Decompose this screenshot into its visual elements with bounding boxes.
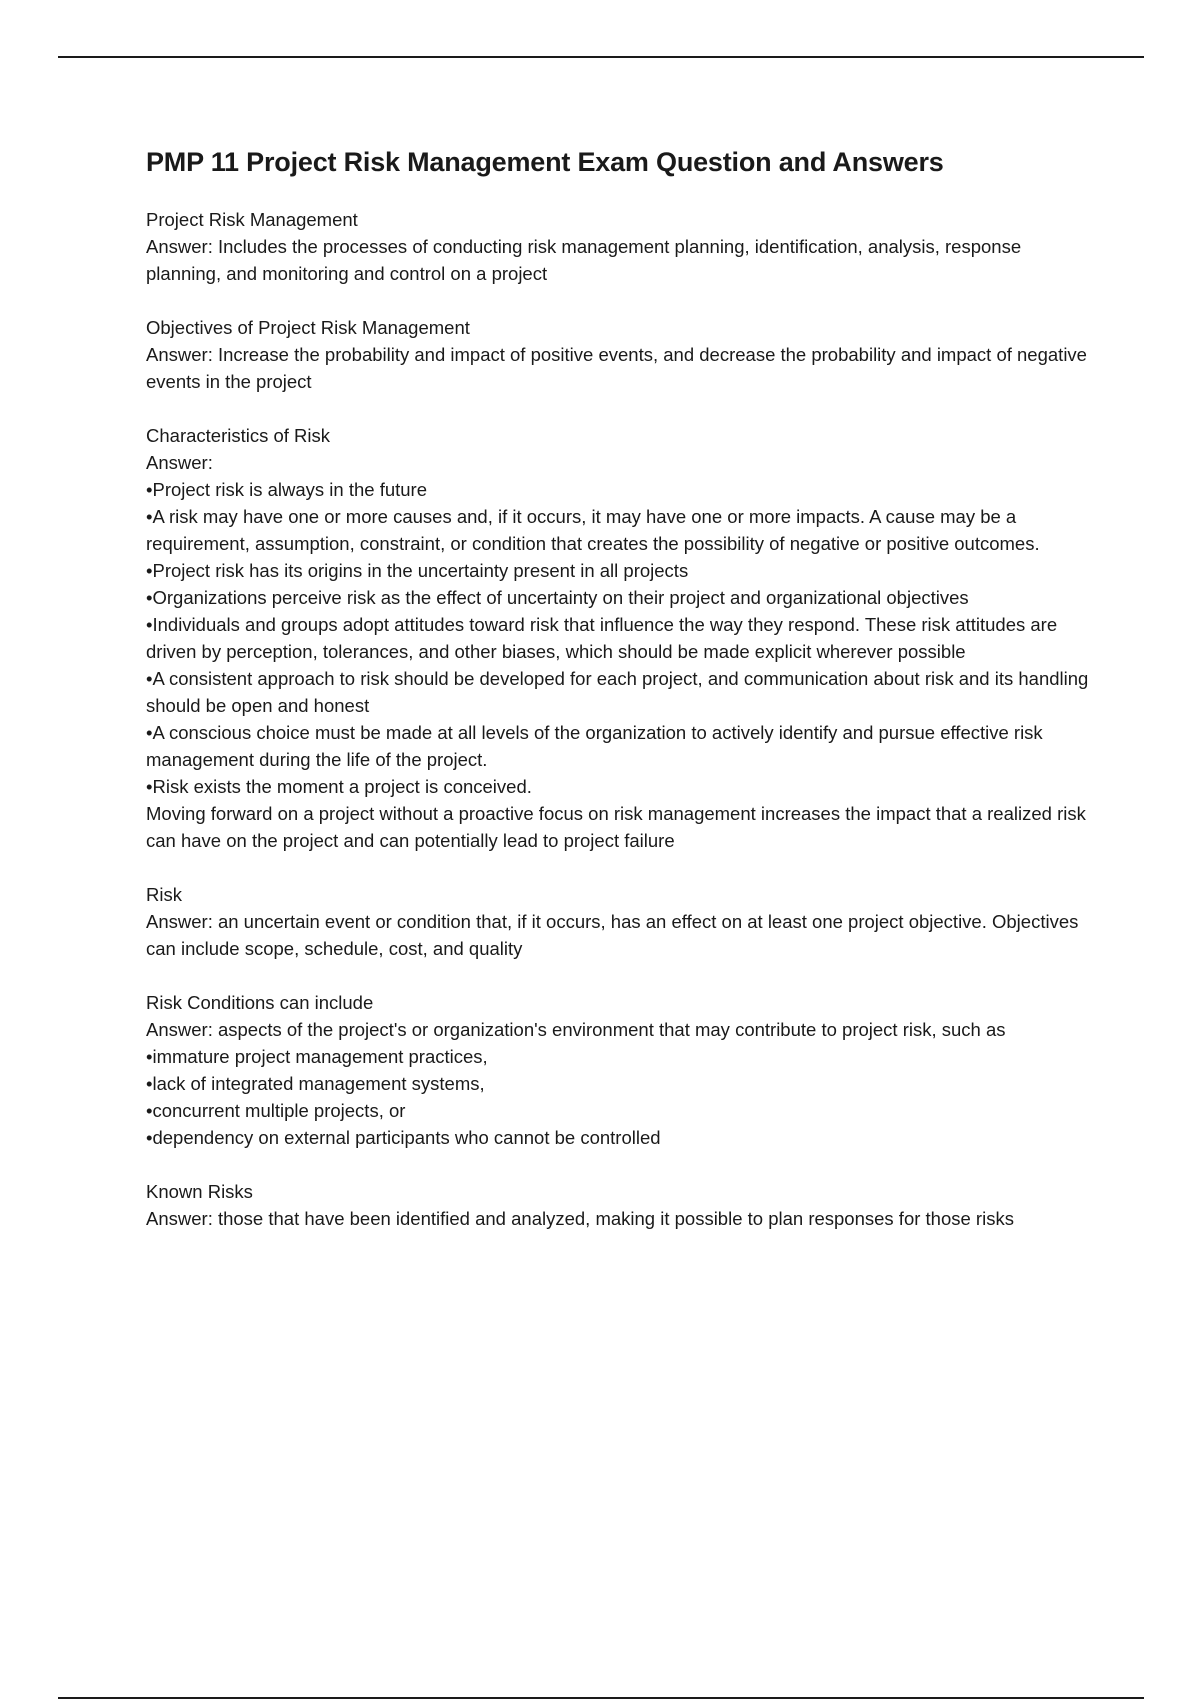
qa-entry bbox=[146, 422, 1096, 854]
document-title: PMP 11 Project Risk Management Exam Question and Answers bbox=[146, 147, 944, 177]
qa-entry bbox=[146, 206, 1096, 287]
question: Objectives of Project Risk Management bbox=[146, 317, 470, 339]
bullet-item: • A conscious choice must be made at all levels of the organization to actively identify and pursue effective risk management during the life of the project. bbox=[146, 719, 1096, 773]
answer-label: Answer: bbox=[146, 452, 213, 474]
bullet-item: • Project risk has its origins in the uncertainty present in all projects bbox=[146, 557, 1096, 584]
bullet-item: • A risk may have one or more causes and, if it occurs, it may have one or more impacts. A cause may be a requirement, assumption, constraint, or condition that creates the possibility of negative or positive outcomes. bbox=[146, 503, 1096, 557]
qa-entry bbox=[146, 989, 1096, 1151]
question: Known Risks bbox=[146, 1181, 253, 1203]
qa-entry bbox=[146, 1178, 1096, 1232]
question: Characteristics of Risk bbox=[146, 425, 331, 447]
question: Risk Conditions can include bbox=[146, 992, 374, 1014]
document-page bbox=[146, 146, 1096, 1259]
qa-entry bbox=[146, 881, 1096, 962]
bullet-item: • A consistent approach to risk should be developed for each project, and communication about risk and its handling should be open and honest bbox=[146, 665, 1096, 719]
top-rule bbox=[58, 56, 1144, 58]
answer: Answer: Increase the probability and impact of positive events, and decrease the probability and impact of negative events in the project bbox=[146, 344, 1087, 393]
answer: Answer: aspects of the project's or organization's environment that may contribute to project risk, such as bbox=[146, 1019, 1006, 1041]
bullet-item: • dependency on external participants who cannot be controlled bbox=[146, 1124, 1096, 1151]
answer: Answer: those that have been identified and analyzed, making it possible to plan responses for those risks bbox=[146, 1208, 1014, 1230]
bullet-item: • Individuals and groups adopt attitudes toward risk that influence the way they respond. These risk attitudes are driven by perception, tolerances, and other biases, which should be made explicit wherever possible bbox=[146, 611, 1096, 665]
question: Risk bbox=[146, 884, 182, 906]
bullet-item: • lack of integrated management systems, bbox=[146, 1070, 1096, 1097]
qa-entry bbox=[146, 314, 1096, 395]
answer: Answer: an uncertain event or condition that, if it occurs, has an effect on at least one project objective. Objectives can include scope, schedule, cost, and quality bbox=[146, 911, 1079, 960]
answer-paragraph: Moving forward on a project without a proactive focus on risk management increases the impact that a realized risk can have on the project and can potentially lead to project failure bbox=[146, 803, 1086, 852]
answer: Answer: Includes the processes of conducting risk management planning, identification, analysis, response planning, and monitoring and control on a project bbox=[146, 236, 1022, 285]
question: Project Risk Management bbox=[146, 209, 358, 231]
bullet-item: • Organizations perceive risk as the effect of uncertainty on their project and organizational objectives bbox=[146, 584, 1096, 611]
bullet-item: • immature project management practices, bbox=[146, 1043, 1096, 1070]
bullet-item: • concurrent multiple projects, or bbox=[146, 1097, 1096, 1124]
bottom-rule bbox=[58, 1697, 1144, 1699]
bullet-item: • Risk exists the moment a project is conceived. bbox=[146, 773, 1096, 800]
bullet-item: • Project risk is always in the future bbox=[146, 476, 1096, 503]
